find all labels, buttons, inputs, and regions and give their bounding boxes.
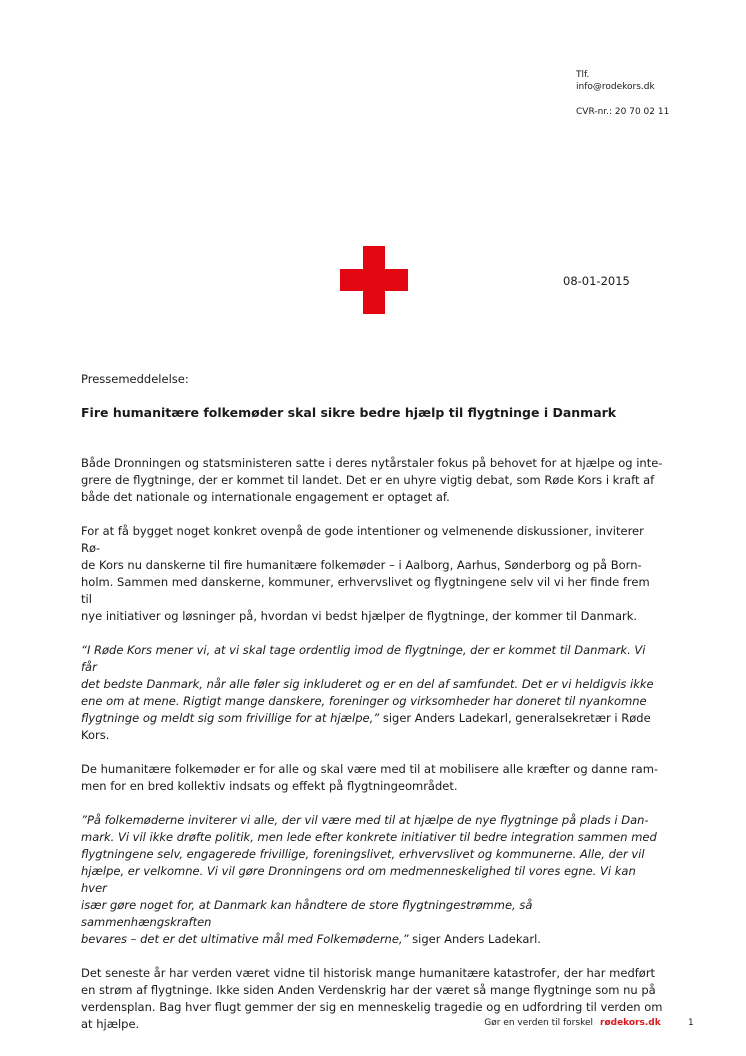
- paragraph-line: Det seneste år har verden været vidne til historisk mange humanitære katastrofer, der har medført: [81, 966, 656, 980]
- quote-line: mark. Vi vil ikke drøfte politik, men lede efter konkrete initiativer til bedre integration sammen med: [81, 830, 657, 844]
- quote-attribution-continued: Kors.: [81, 728, 110, 742]
- paragraph-line: men for en bred kollektiv indsats og effekt på flygtningeområdet.: [81, 779, 458, 793]
- paragraph-line: holm. Sammen med danskerne, kommuner, erhvervslivet og flygtningene selv vil vi her finde frem til: [81, 575, 650, 606]
- paragraph-line: De humanitære folkemøder er for alle og skal være med til at mobilisere alle kræfter og danne ram-: [81, 762, 659, 776]
- red-cross-icon: [340, 246, 408, 314]
- paragraph-line: verdensplan. Bag hver flugt gemmer der sig en menneskelig tragedie og en udfordring til verden om: [81, 1000, 663, 1014]
- quote-line: flygtninge og meldt sig som frivillige for at hjælpe,”: [81, 711, 380, 725]
- cvr-number: CVR-nr.: 20 70 02 11: [576, 107, 670, 117]
- phone-label: Tlf.: [576, 70, 590, 80]
- quote-paragraph-2: [81, 812, 663, 948]
- quote-line: især gøre noget for, at Danmark kan håndtere de store flygtningestrømme, så sammenhængskraften: [81, 898, 533, 929]
- footer-website-link[interactable]: rødekors.dk: [600, 1018, 661, 1028]
- paragraph-line: For at få bygget noget konkret ovenpå de gode intentioner og velmenende diskussioner, inviterer Rø-: [81, 524, 644, 555]
- paragraph-1: [81, 455, 663, 506]
- paragraph-line: de Kors nu danskerne til fire humanitære folkemøder – i Aalborg, Aarhus, Sønderborg og på Born-: [81, 558, 642, 572]
- document-date: 08-01-2015: [563, 274, 630, 288]
- paragraph-line: at hjælpe.: [81, 1017, 140, 1031]
- quote-line: ”På folkemøderne inviterer vi alle, der vil være med til at hjælpe de nye flygtninge på plads i Dan-: [81, 813, 649, 827]
- quote-line: hjælpe, er velkomne. Vi vil gøre Dronningens ord om medmenneskelighed til vores egne. Vi kan hver: [81, 864, 636, 895]
- quote-line: “I Røde Kors mener vi, at vi skal tage ordentlig imod de flygtninge, der er kommet til Danmark. Vi får: [81, 643, 646, 674]
- paragraph-line: både det nationale og internationale engagement er optaget af.: [81, 490, 450, 504]
- document-type-label: Pressemeddelelse:: [81, 372, 189, 386]
- contact-block: [576, 69, 669, 118]
- quote-attribution: siger Anders Ladekarl, generalsekretær i Røde: [379, 711, 651, 725]
- quote-paragraph-1: [81, 642, 663, 744]
- paragraph-line: en strøm af flygtninge. Ikke siden Anden Verdenskrig har der været så mange flygtninge som nu på: [81, 983, 656, 997]
- paragraph-2: [81, 523, 663, 625]
- paragraph-3: [81, 761, 663, 795]
- email-address[interactable]: info@rodekors.dk: [576, 82, 655, 92]
- quote-line: bevares – det er det ultimative mål med Folkemøderne,”: [81, 932, 409, 946]
- headline: Fire humanitære folkemøder skal sikre bedre hjælp til flygtninge i Danmark: [81, 405, 617, 420]
- paragraph-line: Både Dronningen og statsministeren satte i deres nytårstaler fokus på behovet for at hjælpe og inte-: [81, 456, 663, 470]
- quote-line: ene om at mene. Rigtigt mange danskere, foreninger og virksomheder har doneret til nyankomne: [81, 694, 647, 708]
- press-release-body: [81, 371, 663, 1050]
- footer-tagline: Gør en verden til forskel: [484, 1018, 593, 1028]
- paragraph-line: nye initiativer og løsninger på, hvordan vi bedst hjælper de flygtninge, der kommer til Danmark.: [81, 609, 638, 623]
- page-number: 1: [688, 1018, 694, 1028]
- quote-attribution: siger Anders Ladekarl.: [408, 932, 541, 946]
- quote-line: flygtningene selv, engagerede frivillige, foreningslivet, erhvervslivet og kommunerne. Alle, der vil: [81, 847, 645, 861]
- quote-line: det bedste Danmark, når alle føler sig inkluderet og er en del af samfundet. Det er vi heldigvis ikke: [81, 677, 654, 691]
- paragraph-line: grere de flygtninge, der er kommet til landet. Det er en uhyre vigtig debat, som Røde Kors i kraft af: [81, 473, 655, 487]
